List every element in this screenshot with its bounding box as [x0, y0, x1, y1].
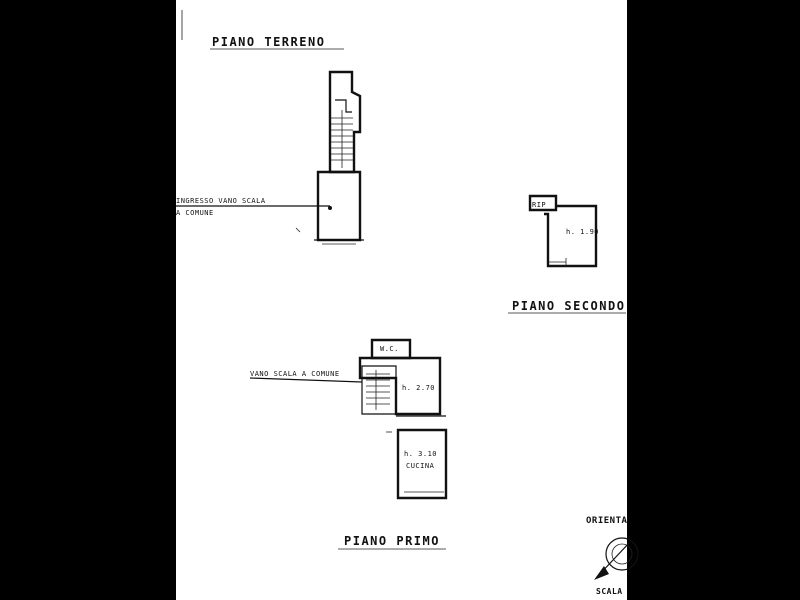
- second-floor-title: PIANO SECONDO: [512, 299, 626, 313]
- ground-entry-label-2: A COMUNE: [176, 209, 214, 217]
- second-rip-label: RIP: [532, 201, 547, 209]
- ground-floor-plan: [314, 72, 364, 244]
- first-floor-title: PIANO PRIMO: [344, 534, 440, 548]
- first-kitchen-label: CUCINA: [406, 462, 435, 470]
- second-height-label: h. 1.90: [566, 228, 600, 236]
- first-stair-label: VANO SCALA A COMUNE: [250, 370, 340, 378]
- scale-label: SCALA: [596, 587, 623, 596]
- first-stair-leader-line: [250, 378, 362, 382]
- ground-floor-title: PIANO TERRENO: [212, 35, 326, 49]
- first-wc-label: W.C.: [380, 345, 399, 353]
- first-height-upper-label: h. 2.70: [402, 384, 436, 392]
- first-floor-plan: [360, 340, 446, 498]
- orientation-label: ORIENTA: [586, 516, 628, 526]
- ground-entry-label-1: INGRESSO VANO SCALA: [176, 197, 266, 205]
- north-arrow-icon: [594, 538, 638, 580]
- first-height-lower-label: h. 3.10: [404, 450, 438, 458]
